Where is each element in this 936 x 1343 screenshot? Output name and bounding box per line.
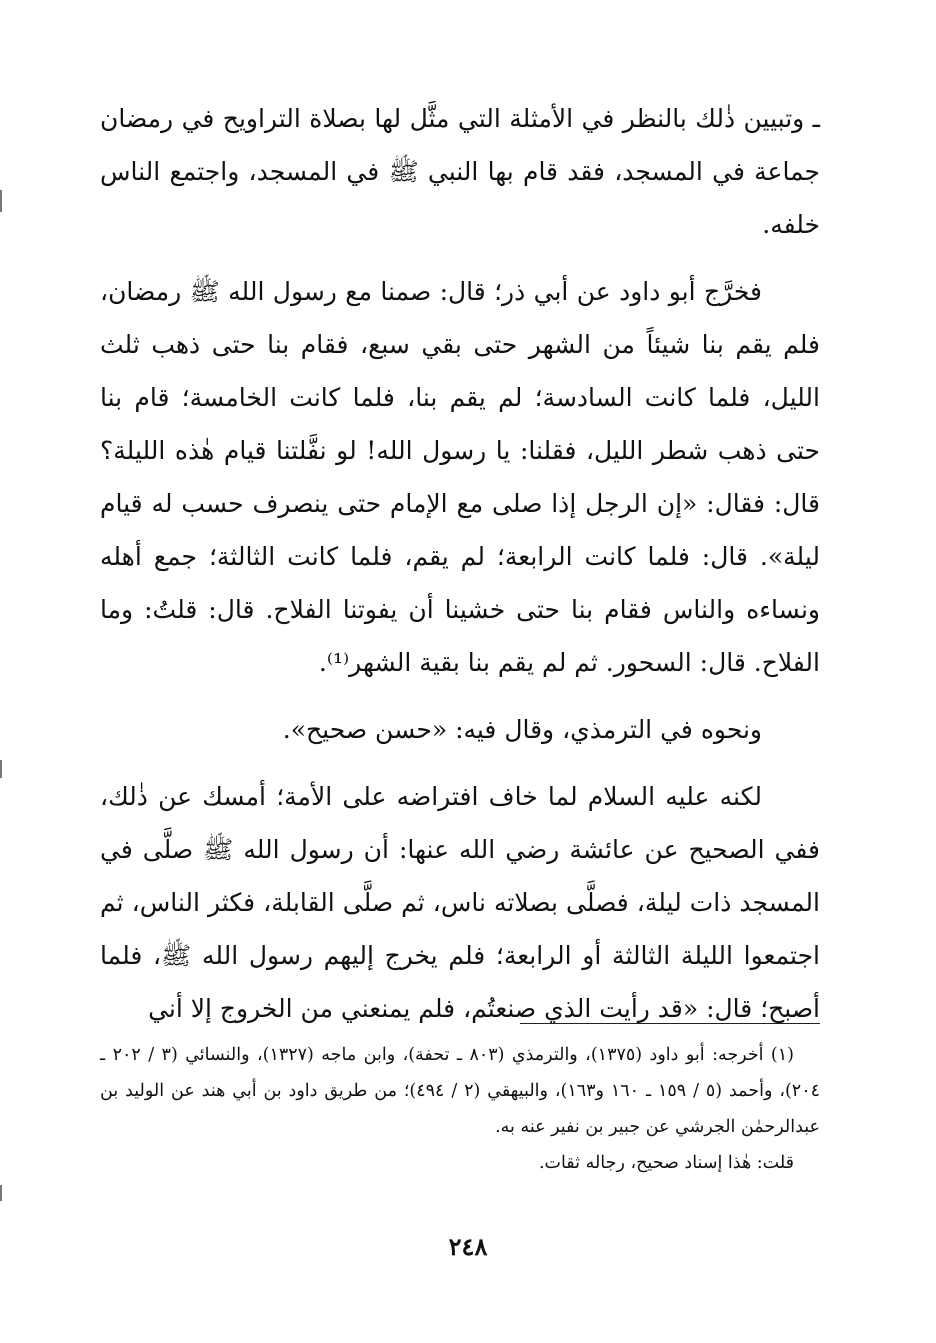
footnotes xyxy=(100,1037,820,1181)
scan-edge-mark xyxy=(0,190,2,212)
paragraph-4: لكنه عليه السلام لما خاف افتراضه على الأمة؛ أمسك عن ذٰلك، ففي الصحيح عن عائشة رضي الله عنها: أن رسول الله ﷺ صلَّى في المسجد ذات ليلة، فصلَّى بصلاته ناس، ثم صلَّى القابلة، فكثر الناس، ثم اجتمعوا الليلة الثالثة أو الرابعة؛ فلم يخرج إليهم رسول الله ﷺ، فلما أصبح؛ قال: «قد رأيت الذي صنعتُم، فلم يمنعني من الخروج إلا أني xyxy=(100,782,820,1023)
paragraph-3: ونحوه في الترمذي، وقال فيه: «حسن صحيح». xyxy=(282,715,762,744)
scan-edge-mark xyxy=(0,760,2,778)
main-text xyxy=(100,92,820,1035)
scan-edge-mark xyxy=(0,1185,2,1201)
footnote-divider xyxy=(520,1023,820,1024)
footnote-note: قلت: هٰذا إسناد صحيح، رجاله ثقات. xyxy=(538,1153,794,1173)
paragraph-1: ـ وتبيين ذٰلك بالنظر في الأمثلة التي مثَّل لها بصلاة التراويح في رمضان جماعة في المسجد، فقد قام بها النبي ﷺ في المسجد، واجتمع الناس خلفه. xyxy=(100,104,820,239)
page-number: ٢٤٨ xyxy=(448,1232,488,1261)
footnote-1: (١) أخرجه: أبو داود (١٣٧٥)، والترمذي (٨٠٣ ـ تحفة)، وابن ماجه (١٣٢٧)، والنسائي (٣ / ٢٠٢ ـ ٢٠٤)، وأحمد (٥ / ١٥٩ ـ ١٦٠ و١٦٣)، والبيهقي (٢ / ٤٩٤)؛ من طريق داود بن أبي هند عن الوليد بن عبدالرحمٰن الجرشي عن جبير بن نفير عنه به. xyxy=(100,1045,820,1137)
paragraph-2: فخرَّج أبو داود عن أبي ذر؛ قال: صمنا مع رسول الله ﷺ رمضان، فلم يقم بنا شيئاً من الشهر حتى بقي سبع، فقام بنا حتى ذهب ثلث الليل، فلما كانت السادسة؛ لم يقم بنا، فلما كانت الخامسة؛ قام بنا حتى ذهب شطر الليل، فقلنا: يا رسول الله! لو نفَّلتنا قيام هٰذه الليلة؟ قال: فقال: «إن الرجل إذا صلى مع الإمام حتى ينصرف حسب له قيام ليلة». قال: فلما كانت الرابعة؛ لم يقم، فلما كانت الثالثة؛ جمع أهله ونساءه والناس فقام بنا حتى خشينا أن يفوتنا الفلاح. قال: قلتُ: وما الفلاح. قال: السحور. ثم لم يقم بنا بقية الشهر⁽¹⁾. xyxy=(100,277,820,677)
